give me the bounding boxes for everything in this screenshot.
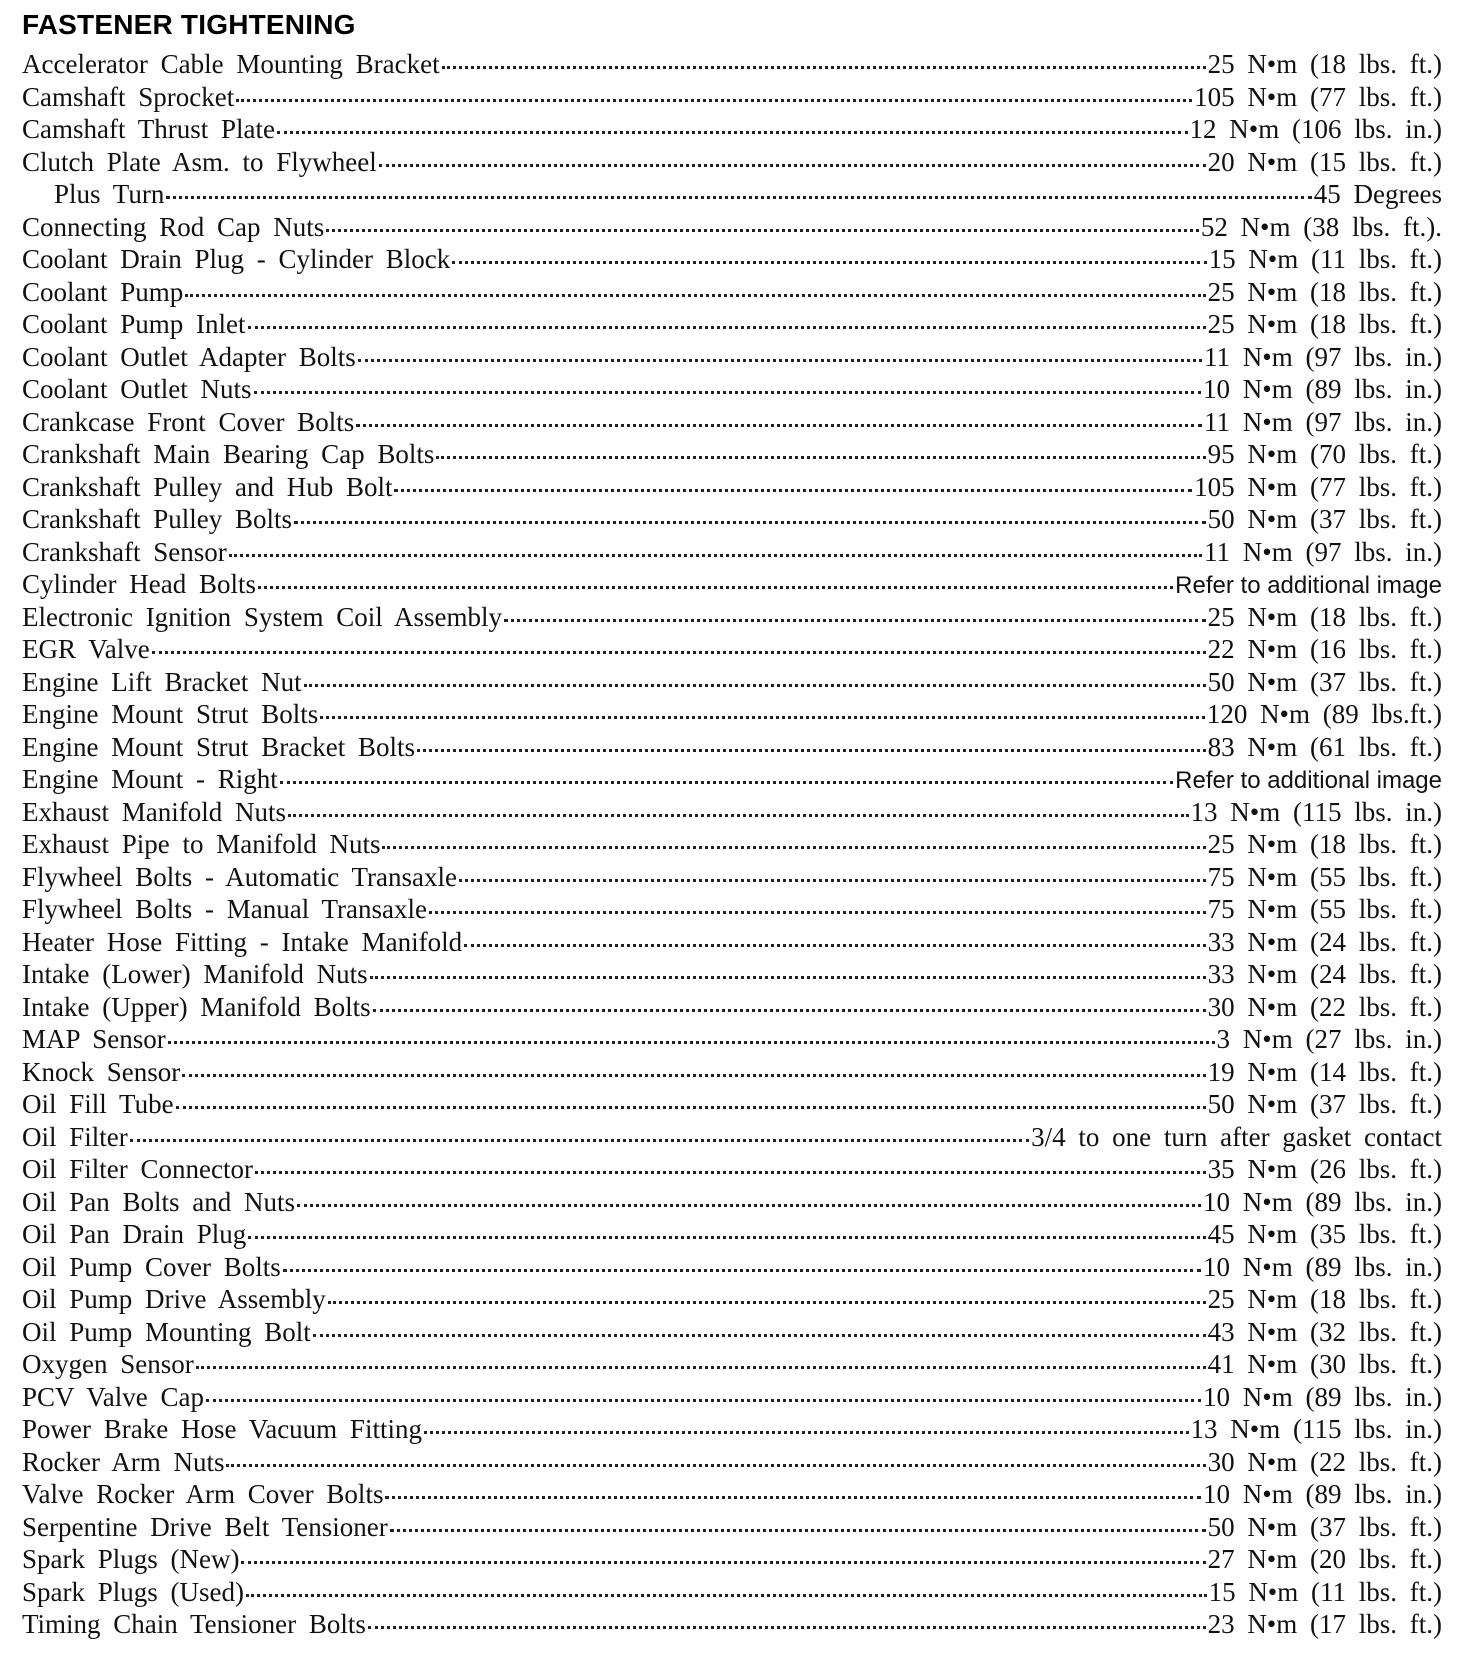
spec-row (22, 48, 1442, 81)
dot-leader (436, 456, 1205, 459)
spec-value: 19 N•m (14 lbs. ft.) (1207, 1056, 1442, 1087)
spec-value: 10 N•m (89 lbs. in.) (1203, 1479, 1442, 1509)
spec-value: 13 N•m (115 lbs. in.) (1190, 1414, 1442, 1444)
spec-value: 25 N•m (18 lbs. ft.) (1207, 49, 1442, 79)
spec-row (22, 1088, 1442, 1121)
spec-label: Cylinder Head Bolts (22, 569, 256, 599)
spec-label: Exhaust Pipe to Manifold Nuts (22, 829, 381, 859)
spec-value: 27 N•m (20 lbs. ft.) (1207, 1544, 1442, 1574)
spec-label: Oil Pump Mounting Bolt (22, 1316, 311, 1347)
spec-value: 3/4 to one turn after gasket contact (1031, 1121, 1442, 1152)
spec-row (22, 1153, 1442, 1186)
spec-row (22, 666, 1442, 699)
dot-leader (226, 1464, 1205, 1467)
spec-value: Refer to additional image (1175, 767, 1442, 794)
spec-value: 50 N•m (37 lbs. ft.) (1207, 1511, 1442, 1542)
dot-leader (254, 391, 1202, 394)
dot-leader (429, 911, 1206, 914)
torque-spec-list (22, 48, 1442, 1641)
torque-spec-page (22, 8, 1442, 1641)
dot-leader (424, 1431, 1189, 1434)
spec-label: Engine Mount - Right (22, 764, 278, 794)
spec-row (22, 893, 1442, 926)
spec-value: 10 N•m (89 lbs. in.) (1203, 1251, 1442, 1282)
spec-row (22, 276, 1442, 309)
spec-label: Spark Plugs (Used) (22, 1576, 244, 1607)
spec-label: Camshaft Sprocket (22, 81, 235, 112)
spec-value: 75 N•m (55 lbs. ft.) (1207, 861, 1442, 892)
spec-row (22, 1608, 1442, 1641)
dot-leader (368, 1626, 1206, 1629)
spec-row (22, 1478, 1442, 1511)
spec-row (22, 1511, 1442, 1544)
spec-value: 75 N•m (55 lbs. ft.) (1207, 894, 1442, 924)
dot-leader (390, 1529, 1206, 1532)
spec-value: 10 N•m (89 lbs. in.) (1203, 1381, 1442, 1412)
spec-row (22, 243, 1442, 276)
spec-label: Power Brake Hose Vacuum Fitting (22, 1414, 422, 1444)
spec-row (22, 1283, 1442, 1316)
spec-row (22, 763, 1442, 796)
dot-leader (229, 554, 1202, 557)
spec-value: 11 N•m (97 lbs. in.) (1204, 536, 1442, 567)
spec-row (22, 1543, 1442, 1576)
spec-row (22, 373, 1442, 406)
spec-value: 25 N•m (18 lbs. ft.) (1207, 1284, 1442, 1314)
spec-label: MAP Sensor (22, 1024, 166, 1054)
spec-value: 35 N•m (26 lbs. ft.) (1207, 1154, 1442, 1184)
spec-row (22, 146, 1442, 179)
spec-label: Oil Fill Tube (22, 1089, 174, 1119)
spec-row (22, 1576, 1442, 1609)
dot-leader (370, 976, 1206, 979)
page-title: FASTENER TIGHTENING (22, 9, 356, 40)
spec-label: Connecting Rod Cap Nuts (22, 211, 325, 242)
spec-row (22, 178, 1442, 211)
dot-leader (379, 164, 1206, 167)
spec-value: 25 N•m (18 lbs. ft.) (1207, 829, 1442, 859)
spec-row (22, 1251, 1442, 1284)
spec-label: Flywheel Bolts - Automatic Transaxle (22, 861, 457, 892)
dot-leader (320, 716, 1205, 719)
spec-label: Intake (Lower) Manifold Nuts (22, 959, 368, 989)
spec-label: Oxygen Sensor (22, 1349, 194, 1379)
spec-label: Crankshaft Main Bearing Cap Bolts (22, 439, 435, 469)
spec-value: 105 N•m (77 lbs. ft.) (1194, 81, 1442, 112)
dot-leader (313, 1334, 1206, 1337)
spec-row (22, 991, 1442, 1024)
dot-leader (382, 846, 1205, 849)
dot-leader (288, 814, 1189, 817)
spec-label: Crankcase Front Cover Bolts (22, 406, 355, 437)
dot-leader (176, 1106, 1206, 1109)
spec-label: PCV Valve Cap (22, 1381, 205, 1412)
spec-label: Intake (Upper) Manifold Bolts (22, 991, 371, 1022)
spec-label: Oil Pan Bolts and Nuts (22, 1186, 296, 1217)
spec-value: 30 N•m (22 lbs. ft.) (1207, 991, 1442, 1022)
dot-leader (452, 261, 1206, 264)
spec-label: Rocker Arm Nuts (22, 1446, 225, 1477)
dot-leader (385, 1496, 1201, 1499)
dot-leader (248, 1236, 1205, 1239)
spec-row (22, 503, 1442, 536)
spec-label: Accelerator Cable Mounting Bracket (22, 49, 440, 79)
spec-value: 33 N•m (24 lbs. ft.) (1207, 959, 1442, 989)
spec-row (22, 1056, 1442, 1089)
dot-leader (464, 944, 1205, 947)
spec-value: 10 N•m (89 lbs. in.) (1203, 1186, 1442, 1217)
dot-leader (294, 521, 1206, 524)
spec-row (22, 731, 1442, 764)
spec-row (22, 308, 1442, 341)
spec-label: Flywheel Bolts - Manual Transaxle (22, 894, 427, 924)
dot-leader (417, 749, 1206, 752)
spec-value: 25 N•m (18 lbs. ft.) (1207, 601, 1442, 632)
dot-leader (326, 229, 1199, 232)
spec-row (22, 1381, 1442, 1414)
spec-value: 45 N•m (35 lbs. ft.) (1207, 1219, 1442, 1249)
spec-value: 50 N•m (37 lbs. ft.) (1207, 1089, 1442, 1119)
spec-row (22, 341, 1442, 374)
spec-row (22, 633, 1442, 666)
spec-row (22, 211, 1442, 244)
spec-label: Oil Pump Cover Bolts (22, 1251, 281, 1282)
spec-row (22, 406, 1442, 439)
spec-value: 25 N•m (18 lbs. ft.) (1207, 309, 1442, 339)
spec-label: Engine Mount Strut Bolts (22, 699, 319, 729)
spec-label: Oil Pan Drain Plug (22, 1219, 247, 1249)
spec-label: Timing Chain Tensioner Bolts (22, 1609, 366, 1639)
spec-value: 45 Degrees (1313, 179, 1442, 209)
dot-leader (277, 131, 1188, 134)
dot-leader (304, 684, 1206, 687)
dot-leader (280, 781, 1173, 784)
dot-leader (248, 326, 1206, 329)
dot-leader (185, 294, 1205, 297)
spec-label: Oil Pump Drive Assembly (22, 1284, 326, 1314)
spec-value: 20 N•m (15 lbs. ft.) (1207, 146, 1442, 177)
spec-row (22, 1186, 1442, 1219)
spec-label: EGR Valve (22, 634, 150, 664)
spec-row (22, 698, 1442, 731)
spec-value: 120 N•m (89 lbs.ft.) (1206, 699, 1442, 729)
dot-leader (358, 359, 1202, 362)
spec-row (22, 828, 1442, 861)
spec-label: Spark Plugs (New) (22, 1544, 240, 1574)
dot-leader (246, 1594, 1207, 1597)
spec-value: 15 N•m (11 lbs. ft.) (1208, 1576, 1442, 1607)
spec-value: 12 N•m (106 lbs. in.) (1189, 114, 1442, 144)
spec-label: Crankshaft Pulley and Hub Bolt (22, 471, 393, 502)
dot-leader (166, 196, 1311, 199)
spec-label: Clutch Plate Asm. to Flywheel (22, 146, 377, 177)
dot-leader (328, 1301, 1206, 1304)
spec-value: Refer to additional image (1175, 572, 1442, 599)
dot-leader (206, 1399, 1201, 1402)
spec-value: 13 N•m (115 lbs. in.) (1190, 796, 1442, 827)
spec-label: Coolant Drain Plug - Cylinder Block (22, 244, 451, 274)
spec-row (22, 536, 1442, 569)
spec-value: 30 N•m (22 lbs. ft.) (1207, 1446, 1442, 1477)
dot-leader (236, 99, 1192, 102)
spec-label: Coolant Outlet Adapter Bolts (22, 341, 356, 372)
spec-row (22, 1446, 1442, 1479)
dot-leader (442, 66, 1206, 69)
spec-row (22, 81, 1442, 114)
dot-leader (196, 1366, 1206, 1369)
spec-value: 10 N•m (89 lbs. in.) (1203, 374, 1442, 404)
dot-leader (504, 619, 1206, 622)
spec-label: Coolant Outlet Nuts (22, 374, 252, 404)
spec-value: 83 N•m (61 lbs. ft.) (1207, 731, 1442, 762)
dot-leader (394, 489, 1192, 492)
spec-label: Engine Mount Strut Bracket Bolts (22, 731, 415, 762)
spec-value: 25 N•m (18 lbs. ft.) (1207, 276, 1442, 307)
dot-leader (459, 879, 1206, 882)
spec-label: Crankshaft Sensor (22, 536, 227, 567)
spec-label: Knock Sensor (22, 1056, 181, 1087)
spec-label: Serpentine Drive Belt Tensioner (22, 1511, 388, 1542)
dot-leader (152, 651, 1206, 654)
spec-label: Heater Hose Fitting - Intake Manifold (22, 926, 463, 957)
dot-leader (241, 1561, 1205, 1564)
spec-row (22, 1023, 1442, 1056)
spec-row (22, 926, 1442, 959)
dot-leader (297, 1204, 1201, 1207)
dot-leader (283, 1269, 1201, 1272)
dot-leader (356, 424, 1202, 427)
spec-row (22, 568, 1442, 601)
spec-label: Crankshaft Pulley Bolts (22, 504, 292, 534)
dot-leader (255, 1171, 1206, 1174)
dot-leader (258, 586, 1173, 589)
spec-value: 11 N•m (97 lbs. in.) (1204, 341, 1442, 372)
spec-row (22, 471, 1442, 504)
spec-row (22, 438, 1442, 471)
dot-leader (168, 1041, 1215, 1044)
spec-value: 11 N•m (97 lbs. in.) (1204, 406, 1442, 437)
spec-label: Coolant Pump (22, 276, 184, 307)
spec-row (22, 1316, 1442, 1349)
spec-label: Exhaust Manifold Nuts (22, 796, 286, 827)
spec-label: Oil Filter Connector (22, 1154, 253, 1184)
spec-value: 50 N•m (37 lbs. ft.) (1207, 504, 1442, 534)
spec-label: Engine Lift Bracket Nut (22, 666, 302, 697)
spec-label: Oil Filter (22, 1121, 128, 1152)
spec-value: 23 N•m (17 lbs. ft.) (1207, 1609, 1442, 1639)
spec-value: 41 N•m (30 lbs. ft.) (1207, 1349, 1442, 1379)
spec-value: 15 N•m (11 lbs. ft.) (1208, 244, 1442, 274)
spec-row (22, 796, 1442, 829)
spec-value: 43 N•m (32 lbs. ft.) (1207, 1316, 1442, 1347)
spec-row (22, 1218, 1442, 1251)
spec-value: 22 N•m (16 lbs. ft.) (1207, 634, 1442, 664)
spec-label: Camshaft Thrust Plate (22, 114, 275, 144)
spec-label: Valve Rocker Arm Cover Bolts (22, 1479, 384, 1509)
spec-row (22, 113, 1442, 146)
spec-row (22, 958, 1442, 991)
spec-value: 105 N•m (77 lbs. ft.) (1194, 471, 1442, 502)
spec-row (22, 1413, 1442, 1446)
spec-label: Plus Turn (54, 179, 165, 209)
spec-row (22, 861, 1442, 894)
spec-label: Electronic Ignition System Coil Assembly (22, 601, 502, 632)
spec-value: 52 N•m (38 lbs. ft.). (1200, 211, 1442, 242)
spec-row (22, 601, 1442, 634)
spec-value: 50 N•m (37 lbs. ft.) (1207, 666, 1442, 697)
dot-leader (130, 1139, 1029, 1142)
spec-value: 33 N•m (24 lbs. ft.) (1207, 926, 1442, 957)
spec-row (22, 1121, 1442, 1154)
dot-leader (182, 1074, 1205, 1077)
spec-row (22, 1348, 1442, 1381)
spec-value: 3 N•m (27 lbs. in.) (1216, 1024, 1442, 1054)
dot-leader (373, 1009, 1206, 1012)
spec-value: 95 N•m (70 lbs. ft.) (1207, 439, 1442, 469)
spec-label: Coolant Pump Inlet (22, 309, 246, 339)
